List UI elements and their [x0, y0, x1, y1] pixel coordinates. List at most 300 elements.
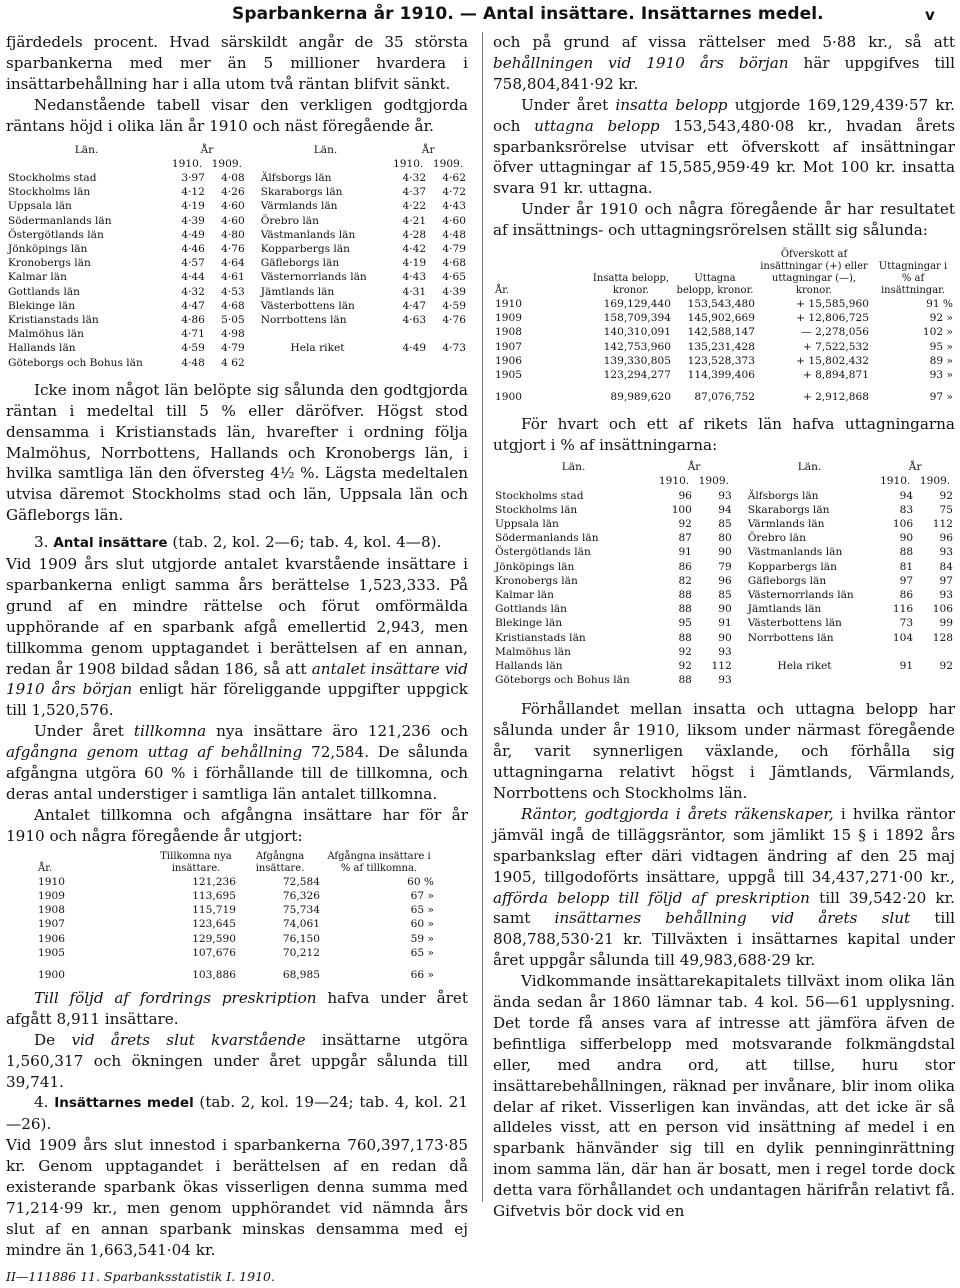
- table-row: [6, 341, 468, 355]
- table-row: [6, 214, 468, 228]
- col-header-pct: Uttagningar i % af insättningar.: [878, 261, 948, 297]
- county-name: Gottlands län: [8, 285, 80, 298]
- uttagna: 145,902,669: [687, 312, 755, 325]
- value-1909: 4·26: [221, 186, 245, 199]
- text-run: De: [34, 1030, 56, 1049]
- col-header-overskott: Öfverskott af insättningar (+) eller uttagningar (—), kronor.: [760, 249, 868, 297]
- insatta: 89,989,620: [610, 391, 671, 404]
- county-name: Stockholms län: [495, 503, 578, 516]
- county-name: Blekinge län: [495, 617, 563, 630]
- pct: 92 »: [929, 312, 953, 325]
- paragraph: [493, 32, 955, 95]
- value-1910: 4·12: [181, 186, 205, 199]
- year: 1908: [495, 326, 522, 339]
- table-row: [6, 356, 468, 370]
- col-header-1909: 1909.: [432, 157, 464, 170]
- value-1909: 4·68: [221, 299, 245, 312]
- value-1909: 4·60: [442, 214, 466, 227]
- section-reference: (tab. 2, kol. 19—24; tab. 4, kol. 21—26).: [6, 1093, 468, 1134]
- county-name: Kronobergs län: [495, 574, 578, 587]
- value-1909: 4·43: [442, 200, 466, 213]
- uttagna: 135,231,428: [687, 340, 755, 353]
- total-1909: 92: [939, 659, 953, 672]
- value-1910: 92: [678, 659, 692, 672]
- county-name: Jönköpings län: [8, 242, 88, 255]
- county-name: Älfsborgs län: [260, 171, 332, 184]
- text-run: och på grund af vissa rättelser med 5·88 kr., så att: [493, 33, 955, 51]
- county-name: Älfsborgs län: [747, 489, 819, 502]
- right-column: [493, 32, 955, 1222]
- table-row: [493, 489, 955, 503]
- table-row: [493, 602, 955, 616]
- value-1909: 96: [718, 574, 732, 587]
- text-run: 153,543,480·08 kr., hvadan årets sparbanksrörelse utvisar ett öfverskott af insättningar öfver uttagningar af 15,585,959·49 kr. Mot 100 kr. insatta svara 91 kr. uttagna.: [493, 116, 955, 198]
- county-name: Västernorrlands län: [747, 588, 854, 601]
- table-row: [493, 297, 955, 311]
- paragraph: Förhållandet mellan insatta och uttagna belopp har sålunda under år 1910, liksom under närmast föregående år, varit synnerligen växlande, och förhålla sig uttagningarna relativt högst i Jämtlands, Värmlands, Norrbottens och Stockholms län.: [493, 700, 955, 802]
- insatta: 140,310,091: [603, 326, 671, 339]
- county-name: Jämtlands län: [260, 285, 335, 298]
- overskott: + 8,894,871: [802, 369, 869, 382]
- paragraph: Nedanstående tabell visar den verkligen godtgjorda räntans höjd i olika län år 1910 och näst föregående år.: [6, 95, 468, 135]
- value-1909: 4·61: [221, 271, 245, 284]
- col-header-1909: 1909.: [919, 475, 951, 488]
- value-1910: 4·31: [402, 285, 427, 298]
- year: 1900: [495, 391, 522, 404]
- year: 1905: [38, 946, 65, 959]
- text-run: nya insättare äro 121,236 och: [216, 722, 469, 741]
- pct: 66 »: [410, 968, 434, 981]
- table-row: [36, 917, 436, 931]
- county-name: Blekinge län: [8, 299, 76, 312]
- value-1909: 96: [939, 532, 953, 545]
- text-run: till 39,542·20 kr. samt: [493, 888, 956, 928]
- table-row: [493, 545, 955, 559]
- value-1910: 4·71: [181, 328, 205, 341]
- value-1909: 4·59: [442, 299, 466, 312]
- col-header-1910: 1910.: [658, 475, 690, 488]
- withdrawal-pct-table: [493, 460, 955, 687]
- col-header-pct: Afgångna insättare i % af tillkomna.: [327, 850, 431, 874]
- pct: 95 »: [929, 340, 953, 353]
- value-1909: 106: [932, 603, 953, 616]
- year: 1907: [495, 340, 522, 353]
- value-1909: 93: [718, 489, 732, 502]
- table-row: [493, 645, 955, 659]
- value-1909: 90: [718, 546, 732, 559]
- text-run: Vid 1909 års slut utgjorde antalet kvarstående insättare i sparbankerna enligt samma års berättelse 1,523,333. På grund af en mindre rättelse och förut omförmälda upphörande af en sparbank afgå emellertid 2,943, men tillkomma genom upptagandet i berättelsen af en annan, redan år 1908 bildad sådan 186, så att: [6, 555, 468, 678]
- value-1909: 80: [718, 532, 732, 545]
- text-run: här uppgifves till 758,804,841·92 kr.: [493, 53, 955, 93]
- value-1909: 5·05: [221, 313, 245, 326]
- table-row: [493, 354, 955, 368]
- year: 1900: [38, 968, 65, 981]
- county-name: Västmanlands län: [260, 228, 356, 241]
- overskott: + 7,522,532: [802, 340, 869, 353]
- afgangna: 70,212: [282, 946, 320, 959]
- pct: 65 »: [410, 904, 434, 917]
- table-row: [6, 313, 468, 327]
- pct: 67 »: [410, 889, 434, 902]
- insatta: 169,129,440: [603, 298, 671, 311]
- value-1909: 75: [939, 503, 953, 516]
- value-1909: 4·53: [221, 285, 245, 298]
- col-header-year: År.: [38, 862, 53, 874]
- value-1909: 4·98: [221, 328, 245, 341]
- value-1910: 86: [899, 588, 914, 601]
- interest-rate-table: [6, 143, 468, 370]
- total-1910: 4·49: [402, 342, 427, 355]
- paragraph: fjärdedels procent. Hvad särskildt angår de 35 största sparbankerna med mer än 5 millioner hvardera i insättarbehållning har i alla utom två räntan blifvit sänkt.: [6, 33, 468, 93]
- value-1909: 4·68: [442, 257, 466, 270]
- uttagna: 114,399,406: [687, 369, 755, 382]
- table-row: [493, 673, 955, 687]
- value-1910: 87: [678, 532, 692, 545]
- italic-text: vid årets slut kvarstående: [71, 1030, 306, 1049]
- year: 1907: [38, 918, 65, 931]
- value-1909: 4·79: [442, 242, 466, 255]
- paragraph: Icke inom något län belöpte sig sålunda den godtgjorda räntan i medeltal till 5 % eller däröfver. Högst stod densamma i Kristianstads län, hvarefter i ordning följa Malmöhus, Norrbottens, Hallands och Kronobergs län, i hvilka samtliga län den öfversteg 4½ %. Lägsta medeltalen utvisa däremot Stockholms stad och län, Uppsala län och Gäfleborgs län.: [6, 380, 468, 525]
- col-header-ar: År: [687, 461, 701, 474]
- value-1909: 93: [939, 546, 953, 559]
- value-1910: 88: [678, 674, 692, 687]
- pct: 97 »: [929, 391, 953, 404]
- year: 1910: [38, 875, 65, 888]
- total-1910: 91: [899, 659, 914, 672]
- table-row: [493, 340, 955, 354]
- italic-text: Räntor, godtgjorda i årets räkenskaper,: [521, 804, 834, 823]
- value-1909: 4·48: [442, 228, 466, 241]
- value-1909: 4·39: [442, 285, 466, 298]
- col-header-1910: 1910.: [880, 475, 911, 488]
- value-1909: 4·08: [221, 171, 245, 184]
- insatta: 158,709,394: [603, 312, 671, 325]
- county-name: Västerbottens län: [747, 617, 842, 630]
- uttagna: 153,543,480: [687, 298, 755, 311]
- text-run: Under året: [34, 722, 124, 741]
- county-name: Stockholms stad: [495, 489, 584, 502]
- value-1910: 88: [678, 631, 692, 644]
- table-row: [493, 531, 955, 545]
- value-1910: 4·48: [181, 356, 205, 369]
- value-1910: 100: [671, 503, 692, 516]
- county-name: Göteborgs och Bohus län: [8, 356, 143, 369]
- italic-text: afgångna genom uttag af behållning: [6, 743, 303, 762]
- county-name: Västmanlands län: [747, 546, 843, 559]
- paragraph: [493, 804, 955, 971]
- table-row: [493, 325, 955, 339]
- county-name: Skaraborgs län: [260, 186, 343, 199]
- value-1910: 92: [678, 517, 692, 530]
- table-row: [6, 299, 468, 313]
- tillkomna: 103,886: [192, 968, 236, 981]
- pct: 93 »: [929, 369, 953, 382]
- county-name: Kalmar län: [495, 588, 554, 601]
- text-run: insättarne utgöra 1,560,317 och ökningen under året uppgår sålunda till 39,741.: [6, 1030, 469, 1091]
- year: 1906: [38, 932, 65, 945]
- section-title: Insättarnes medel: [54, 1095, 194, 1112]
- overskott: — 2,278,056: [801, 326, 869, 339]
- text-run: 72,584. De sålunda afgångna utgöra 60 % i förhållande till de tillkomna, och deras antal understiger i samtliga län antalet tillkomna.: [6, 743, 469, 803]
- pct: 65 »: [410, 946, 434, 959]
- value-1910: 82: [678, 574, 692, 587]
- overskott: + 15,585,960: [796, 298, 869, 311]
- table-row: [36, 960, 436, 982]
- value-1910: 88: [678, 603, 692, 616]
- value-1910: 73: [899, 617, 914, 630]
- value-1909: 4·60: [221, 200, 245, 213]
- county-name: Kristianstads län: [8, 313, 99, 326]
- value-1909: 99: [939, 617, 953, 630]
- value-1910: 4·42: [402, 242, 427, 255]
- pct: 102 »: [922, 326, 953, 339]
- paragraph: [6, 721, 468, 805]
- value-1910: 4·44: [181, 271, 205, 284]
- tillkomna: 123,645: [192, 918, 236, 931]
- value-1910: 4·43: [402, 271, 427, 284]
- table-row: [36, 946, 436, 960]
- value-1910: 4·49: [181, 228, 205, 241]
- col-header-year: År.: [495, 285, 510, 297]
- value-1909: 112: [711, 659, 732, 672]
- italic-text: afförda belopp till följd af preskription: [493, 888, 810, 907]
- paragraph: [6, 554, 468, 721]
- col-header-1909: 1909.: [698, 475, 729, 488]
- county-name: Södermanlands län: [495, 532, 599, 545]
- table-row: [6, 185, 468, 199]
- col-header-lan: Län.: [74, 143, 99, 156]
- text-run: i hvilka räntor jämväl ingå de tilläggsräntor, som jämlikt 15 § i 1892 års sparbankslag efter däri vidtagen ändring af den 25 maj 1905, tillgodoförts insättare, uppgå till 34,437,271·00 kr.,: [493, 804, 955, 886]
- value-1910: 4·32: [402, 171, 427, 184]
- county-name: Göteborgs och Bohus län: [495, 674, 630, 687]
- col-header-lan: Län.: [313, 143, 338, 156]
- value-1909: 91: [718, 617, 732, 630]
- county-name: Kristianstads län: [495, 631, 586, 644]
- table-row: [6, 228, 468, 242]
- county-name: Hallands län: [495, 659, 563, 672]
- value-1909: 4·79: [221, 342, 245, 355]
- overskott: + 15,802,432: [796, 354, 869, 367]
- page-number: v: [925, 6, 935, 24]
- overskott: + 12,806,725: [796, 312, 869, 325]
- county-name: Kopparbergs län: [260, 242, 350, 255]
- italic-text: insatta belopp: [615, 95, 728, 114]
- value-1910: 4·63: [402, 313, 427, 326]
- table-row: [493, 517, 955, 531]
- col-header-ar: År: [421, 143, 435, 156]
- value-1910: 90: [899, 532, 914, 545]
- insatta: 142,753,960: [603, 340, 671, 353]
- county-name: Södermanlands län: [8, 214, 112, 227]
- paragraph: Vid 1909 års slut innestod i sparbankerna 760,397,173·85 kr. Genom upptagandet i berättelsen af en redan då existerande sparbank ökas visserligen denna summa med 71,214·99 kr., men genom upphörandet vid nämnda års slut af en annan sparbank minskas densamma med ej mindre än 1,663,541·04 kr.: [6, 1136, 468, 1259]
- value-1909: 90: [718, 631, 732, 644]
- value-1910: 4·39: [181, 214, 205, 227]
- col-header-afgangna: Afgångna insättare.: [255, 850, 305, 874]
- value-1910: 92: [678, 645, 692, 658]
- value-1910: 83: [899, 503, 914, 516]
- county-name: Kronobergs län: [8, 257, 91, 270]
- text-run: enligt här föreliggande uppgifter uppgick till 1,520,576.: [6, 680, 468, 720]
- col-header-lan: Län.: [561, 461, 586, 474]
- text-run: Under året: [521, 95, 609, 114]
- table-row: [493, 382, 955, 404]
- afgangna: 72,584: [282, 875, 320, 888]
- tillkomna: 113,695: [192, 889, 236, 902]
- value-1910: 4·59: [181, 342, 205, 355]
- col-header-uttagna: Uttagna belopp, kronor.: [676, 273, 754, 297]
- italic-text: Till följd af fordrings preskription: [34, 988, 317, 1007]
- paragraph: Vidkommande insättarekapitalets tillväxt inom olika län ända sedan år 1860 lämnar tab. 4 kol. 56—61 upplysning. Det torde få anses vara af intresse att jämföra äfven de befintliga sifferbelopp med motsvarande folkmängdstal eller, med andra ord, att tillse, huru stor insättarebehållningen, räknad per invånare, blir inom olika delar af riket. Visserligen kan invändas, att det icke är så alldeles visst, att en person vid insättning af medel i en sparbank hänvänder sig till en dylik penninginrättning inom samma län, där han är bosatt, men i regel torde dock detta vara förhållandet och undantagen härifrån relativt få. Gifvetvis bör dock vid en: [493, 972, 955, 1221]
- pct: 91 %: [926, 298, 953, 311]
- county-name: Kalmar län: [8, 271, 67, 284]
- value-1910: 88: [899, 546, 914, 559]
- value-1909: 93: [939, 588, 953, 601]
- value-1910: 4·57: [181, 257, 205, 270]
- pct: 59 »: [410, 932, 434, 945]
- pct: 89 »: [929, 354, 953, 367]
- paragraph: Under år 1910 och några föregående år har resultatet af insättnings- och uttagningsrörelsen ställt sig sålunda:: [493, 200, 955, 240]
- county-name: Västernorrlands län: [260, 271, 367, 284]
- italic-text: uttagna belopp: [534, 116, 660, 135]
- col-header-lan: Län.: [797, 461, 822, 474]
- paragraph: [6, 1030, 468, 1093]
- value-1909: 4·62: [442, 171, 466, 184]
- italic-text: behållningen vid 1910 års början: [493, 53, 789, 72]
- county-name: Östergötlands län: [495, 546, 591, 559]
- table-row: [493, 503, 955, 517]
- table-row: [6, 256, 468, 270]
- italic-text: tillkomna: [133, 722, 207, 741]
- afgangna: 76,150: [282, 932, 320, 945]
- county-name: Uppsala län: [8, 200, 72, 213]
- value-1910: 4·28: [402, 228, 427, 241]
- county-name: Skaraborgs län: [747, 503, 830, 516]
- county-name: Stockholms län: [8, 186, 91, 199]
- text-run: utgjorde 169,129,439·57 kr. och: [493, 95, 956, 135]
- value-1910: 95: [678, 617, 692, 630]
- year: 1909: [38, 889, 65, 902]
- table-row: [493, 368, 955, 382]
- value-1910: 106: [892, 517, 914, 530]
- section-number: 3.: [34, 533, 49, 552]
- col-header-1909: 1909.: [211, 157, 242, 170]
- uttagna: 142,588,147: [687, 326, 755, 339]
- value-1910: 94: [899, 489, 914, 502]
- table-row: [6, 242, 468, 256]
- value-1910: 96: [678, 489, 692, 502]
- insatta: 139,330,805: [603, 354, 671, 367]
- overskott: + 2,912,868: [802, 391, 869, 404]
- value-1910: 86: [678, 560, 692, 573]
- col-header-tillkomna: Tillkomna nya insättare.: [160, 850, 232, 874]
- text-run: till 808,788,530·21 kr. Tillväxten i insättarnes kapital under året uppgår sålunda till 49,983,688·29 kr.: [493, 909, 956, 970]
- value-1909: 93: [718, 645, 732, 658]
- value-1910: 81: [899, 560, 914, 573]
- italic-text: insättarnes behållning vid årets slut: [554, 909, 911, 928]
- value-1909: 79: [718, 560, 732, 573]
- italic-text: antalet insättare vid 1910 års början: [6, 659, 469, 699]
- value-1910: 4·22: [402, 200, 427, 213]
- value-1910: 4·86: [181, 313, 205, 326]
- value-1910: 4·21: [402, 214, 427, 227]
- table-row: [493, 588, 955, 602]
- afgangna: 75,734: [282, 904, 320, 917]
- value-1909: 4·80: [221, 228, 245, 241]
- table-row: [6, 199, 468, 213]
- county-name: Jämtlands län: [747, 603, 822, 616]
- table-row: [493, 616, 955, 630]
- section-heading-4: [6, 1092, 468, 1135]
- table-row: [36, 875, 436, 889]
- county-name: Västerbottens län: [260, 299, 355, 312]
- value-1909: 4·60: [221, 214, 245, 227]
- value-1909: 92: [939, 489, 953, 502]
- county-name: Malmöhus län: [8, 328, 84, 341]
- text-run: hafva under året afgått 8,911 insättare.: [6, 988, 468, 1028]
- county-name: Gäfleborgs län: [747, 574, 827, 587]
- county-name: Kopparbergs län: [747, 560, 837, 573]
- value-1910: 4·46: [181, 242, 205, 255]
- value-1909: 4·65: [442, 271, 466, 284]
- tillkomna: 121,236: [192, 875, 236, 888]
- year: 1906: [495, 354, 522, 367]
- county-name: Örebro län: [747, 532, 806, 545]
- value-1910: 4·47: [181, 299, 205, 312]
- deposit-withdrawal-table: [493, 249, 955, 404]
- uttagna: 123,528,373: [687, 354, 755, 367]
- value-1909: 4·72: [442, 186, 466, 199]
- section-title: Antal insättare: [53, 535, 168, 552]
- table-row: [36, 932, 436, 946]
- table-row: [493, 311, 955, 325]
- col-header-insatta: Insatta belopp, kronor.: [592, 273, 670, 297]
- tillkomna: 107,676: [192, 946, 236, 959]
- value-1910: 104: [892, 631, 914, 644]
- insatta: 123,294,277: [603, 369, 671, 382]
- value-1909: 94: [718, 503, 732, 516]
- county-name: Stockholms stad: [8, 171, 97, 184]
- value-1909: 128: [932, 631, 953, 644]
- county-name: Östergötlands län: [8, 228, 104, 241]
- value-1910: 88: [678, 588, 692, 601]
- value-1909: 97: [939, 574, 953, 587]
- col-header-1910: 1910.: [393, 157, 424, 170]
- value-1909: 4·76: [442, 313, 466, 326]
- tillkomna: 129,590: [192, 932, 236, 945]
- footer-note: [6, 1267, 468, 1288]
- value-1910: 116: [892, 603, 914, 616]
- paragraph: För hvart och ett af rikets län hafva uttagningarna utgjort i % af insättningarna:: [493, 415, 955, 455]
- table-row: [6, 171, 468, 185]
- table-row: [36, 903, 436, 917]
- column-divider: [482, 32, 483, 1202]
- section-heading-3: [6, 532, 468, 554]
- value-1909: 4 62: [221, 356, 245, 369]
- value-1910: 4·32: [181, 285, 205, 298]
- county-name: Norrbottens län: [260, 313, 347, 326]
- year: 1909: [495, 312, 522, 325]
- county-name: Värmlands län: [747, 517, 825, 530]
- value-1909: 84: [939, 560, 953, 573]
- pct: 60 %: [407, 875, 434, 888]
- value-1910: 4·19: [181, 200, 205, 213]
- afgangna: 76,326: [282, 889, 320, 902]
- county-name: Uppsala län: [495, 517, 559, 530]
- value-1910: 91: [678, 546, 692, 559]
- value-1909: 112: [932, 517, 953, 530]
- paragraph: Antalet tillkomna och afgångna insättare har för år 1910 och några föregående år utgjort:: [6, 805, 468, 845]
- uttagna: 87,076,752: [694, 391, 755, 404]
